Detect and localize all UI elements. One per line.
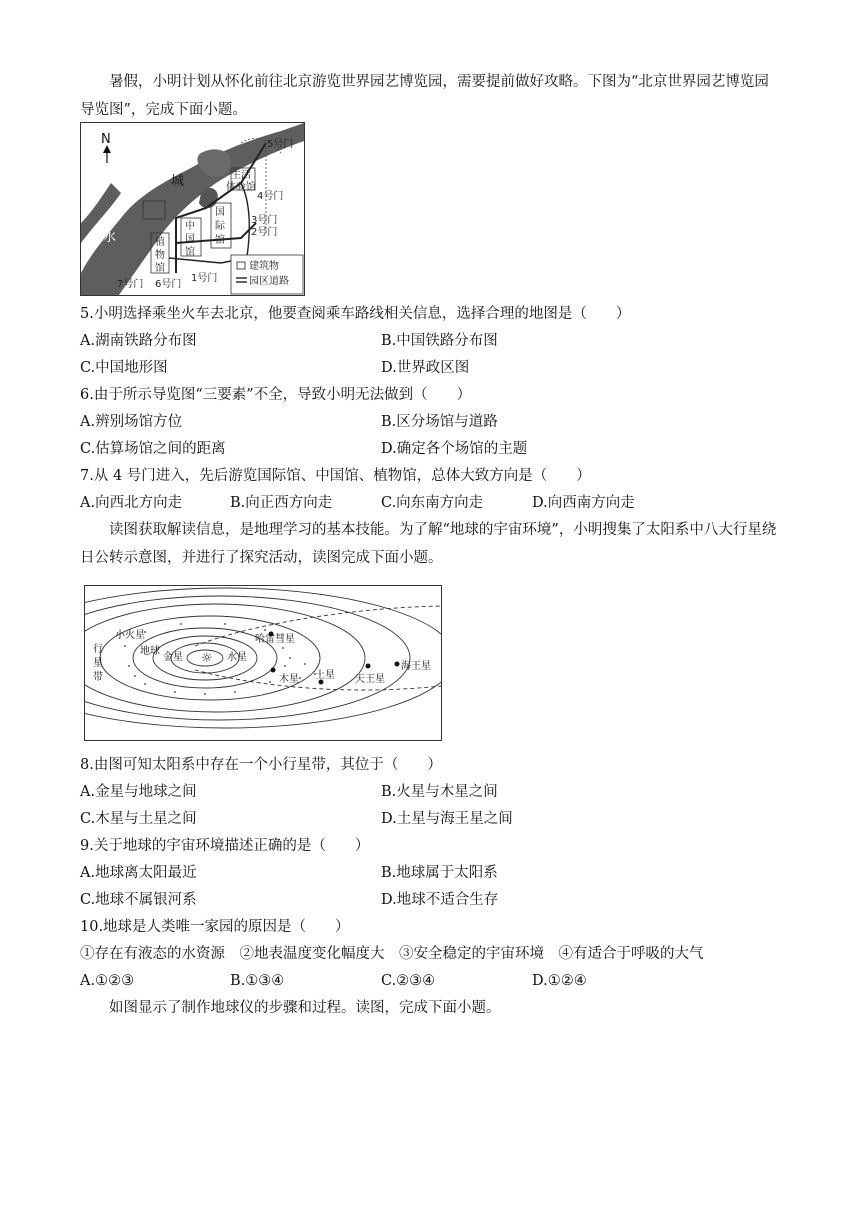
question-9-option-b[interactable]: B.地球属于太阳系 [381,865,498,881]
plant-hall-label-2: 物 [155,250,165,261]
gate-3-label: 3号门 [251,215,278,226]
question-9-option-d[interactable]: D.地球不适合生存 [381,892,499,908]
question-10-option-a[interactable]: A.①②③ [80,973,135,989]
china-hall-label-2: 国 [185,234,195,245]
gate-4-label: 4号门 [257,191,284,202]
asteroid-label-4: 带 [93,672,103,683]
question-5-option-d[interactable]: D.世界政区图 [381,360,470,376]
question-7-option-d[interactable]: D.向西南方向走 [532,495,635,511]
question-8-stem: 8.由图可知太阳系中存在一个小行星带，其位于（ ） [80,757,442,773]
question-5-option-a[interactable]: A.湖南铁路分布图 [80,333,197,349]
question-9-stem: 9.关于地球的宇宙环境描述正确的是（ ） [80,838,370,854]
plant-hall-label-3: 馆 [155,263,165,274]
asteroid-label-3: 星 [93,658,103,669]
gate-1-label: 1号门 [191,273,218,284]
question-5-option-c[interactable]: C.中国地形图 [80,360,168,376]
intl-hall-label-1: 国 [215,207,225,218]
solar-system-diagram [84,585,442,741]
question-10-option-b[interactable]: B.①③④ [230,973,285,989]
gate-6-label: 6号门 [155,279,182,290]
venus-label: 金星 [163,652,183,663]
asteroid-label-1: 小火星 [115,630,145,641]
question-7-option-a[interactable]: A.向西北方向走 [80,495,183,511]
earth-label: 地球 [140,646,160,657]
asteroid-label-2: 行 [93,644,103,655]
uranus-label: 天王星 [355,674,385,685]
neptune-label: 海王星 [401,661,431,672]
intro-paragraph-3: 如图显示了制作地球仪的步骤和过程。读图，完成下面小题。 [109,1000,501,1016]
intl-hall-label-2: 际 [215,221,225,232]
jupiter-label: 木星 [279,674,299,685]
question-6-option-a[interactable]: A.辨别场馆方位 [80,414,183,430]
gate-7-label: 7号门 [117,279,144,290]
question-10-stem: 10.地球是人类唯一家园的原因是（ ） [80,919,350,935]
legend-building-label: 建筑物 [249,261,279,272]
question-5-stem: 5.小明选择乘坐火车去北京，他要查阅乘车路线相关信息，选择合理的地图是（ ） [80,306,631,322]
question-6-stem: 6.由于所示导览图“三要素”不全，导致小明无法做到（ ） [80,387,472,403]
question-6-option-b[interactable]: B.区分场馆与道路 [381,414,498,430]
life-hall-label-2: 体验馆 [226,182,256,193]
water-label-1: 城 [171,174,185,189]
expo-park-map [80,122,305,296]
question-8-option-c[interactable]: C.木星与土星之间 [80,811,197,827]
question-10-option-d[interactable]: D.①②④ [532,973,587,989]
intl-hall-label-3: 馆 [215,235,225,246]
question-5-option-b[interactable]: B.中国铁路分布图 [381,333,498,349]
intro-paragraph-1: 暑假，小明计划从怀化前往北京游览世界园艺博览园，需要提前做好攻略。下图为“北京世界园艺博览园导览图”，完成下面小题。 [80,74,769,118]
plant-hall-label-1: 植 [155,237,165,248]
question-6-option-c[interactable]: C.估算场馆之间的距离 [80,441,226,457]
north-label: N [101,132,111,147]
question-10-option-c[interactable]: C.②③④ [381,973,436,989]
legend-road-label: 园区道路 [249,276,289,287]
intro-paragraph-2: 读图获取解读信息，是地理学习的基本技能。为了解“地球的宇宙环境”，小明搜集了太阳系中八大行星绕日公转示意图，并进行了探究活动，读图完成下面小题。 [80,522,777,566]
china-hall-label-1: 中 [185,221,195,232]
question-8-option-a[interactable]: A.金星与地球之间 [80,784,197,800]
question-6-option-d[interactable]: D.确定各个场馆的主题 [381,441,528,457]
gate-5-label: 5号门 [267,139,294,150]
china-hall-label-3: 馆 [185,247,195,258]
question-7-stem: 7.从 4 号门进入，先后游览国际馆、中国馆、植物馆，总体大致方向是（ ） [80,468,591,484]
saturn-label: 土星 [315,670,335,681]
gate-2-label: 2号门 [251,227,278,238]
mercury-label: 水星 [227,652,247,663]
question-7-option-b[interactable]: B.向正西方向走 [230,495,333,511]
question-8-option-b[interactable]: B.火星与木星之间 [381,784,498,800]
water-label-2: 水 [103,230,117,245]
question-8-option-d[interactable]: D.土星与海王星之间 [381,811,513,827]
question-7-option-c[interactable]: C.向东南方向走 [381,495,484,511]
sun-icon: ☼ [201,651,213,666]
question-9-option-c[interactable]: C.地球不属银河系 [80,892,197,908]
question-10-statements: ①存在有液态的水资源 ②地表温度变化幅度大 ③安全稳定的宇宙环境 ④有适合于呼吸的大气 [80,946,704,962]
halley-comet-label: 哈雷彗星 [255,634,295,645]
life-hall-label-1: 生活 [231,170,251,181]
question-9-option-a[interactable]: A.地球离太阳最近 [80,865,197,881]
